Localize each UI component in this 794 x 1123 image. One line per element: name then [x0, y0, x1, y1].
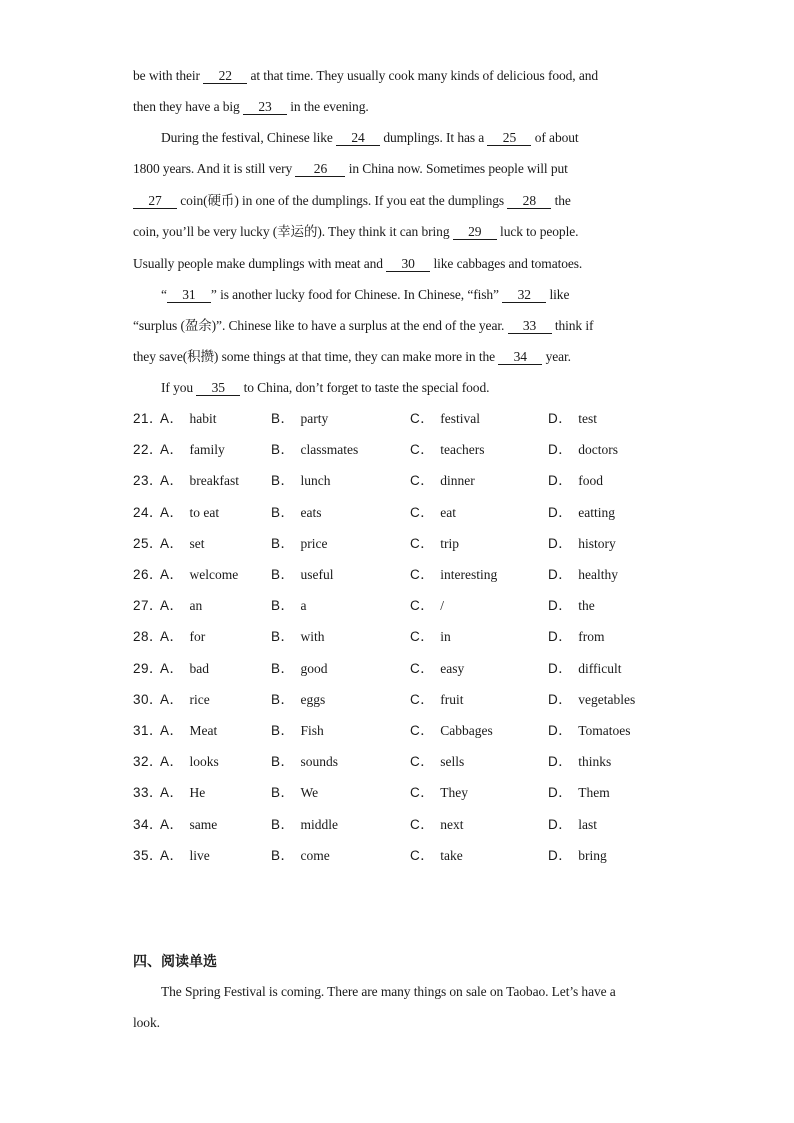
option-text: doctors — [578, 442, 618, 457]
option-a[interactable] — [160, 535, 205, 553]
option-c[interactable] — [410, 566, 497, 584]
option-text: festival — [440, 411, 480, 426]
option-text: set — [189, 536, 205, 551]
question-row — [133, 847, 653, 865]
option-letter: D． — [548, 473, 573, 488]
option-text: a — [300, 598, 307, 613]
option-b[interactable] — [271, 597, 307, 615]
option-text: classmates — [300, 442, 359, 457]
option-letter: B． — [271, 473, 295, 488]
option-text: live — [189, 848, 210, 863]
option-c[interactable] — [410, 660, 464, 678]
question-row — [133, 597, 653, 615]
option-text: from — [578, 629, 605, 644]
blank-31[interactable]: 31 — [167, 287, 211, 303]
question-number: 29． — [133, 661, 164, 676]
option-c[interactable] — [410, 628, 451, 646]
option-d[interactable] — [548, 784, 610, 802]
option-d[interactable] — [548, 722, 631, 740]
option-text: easy — [440, 661, 465, 676]
question-row — [133, 691, 653, 709]
option-text: test — [578, 411, 597, 426]
option-a[interactable] — [160, 722, 217, 740]
option-b[interactable] — [271, 753, 338, 771]
option-c[interactable] — [410, 410, 480, 428]
option-b[interactable] — [271, 504, 322, 522]
blank-24[interactable]: 24 — [336, 130, 380, 146]
option-b[interactable] — [271, 816, 338, 834]
option-letter: C． — [410, 505, 435, 520]
question-row — [133, 753, 653, 771]
question-row — [133, 660, 653, 678]
option-text: food — [578, 473, 603, 488]
option-letter: D． — [548, 411, 573, 426]
option-letter: C． — [410, 785, 435, 800]
option-letter: A． — [160, 754, 184, 769]
question-row — [133, 816, 653, 834]
option-text: fruit — [440, 692, 464, 707]
passage-line-10: they save(积攒) some things at that time, they can make more in the 34 year. — [133, 349, 571, 364]
option-letter: C． — [410, 567, 435, 582]
option-c[interactable] — [410, 691, 464, 709]
option-letter: A． — [160, 442, 184, 457]
passage-line-5: 27 coin(硬币) in one of the dumplings. If you eat the dumplings 28 the — [133, 192, 653, 210]
option-a[interactable] — [160, 472, 239, 490]
option-d[interactable] — [548, 410, 597, 428]
passage-line-9: “surplus (盈余)”. Chinese like to have a surplus at the end of the year. 33 think if — [133, 318, 594, 333]
option-c[interactable] — [410, 597, 444, 615]
blank-28[interactable]: 28 — [507, 193, 551, 209]
option-letter: C． — [410, 629, 435, 644]
option-text: lunch — [300, 473, 331, 488]
option-a[interactable] — [160, 410, 217, 428]
option-text: Fish — [300, 723, 324, 738]
option-c[interactable] — [410, 753, 464, 771]
option-text: We — [300, 785, 319, 800]
option-letter: C． — [410, 848, 435, 863]
option-a[interactable] — [160, 504, 219, 522]
option-letter: C． — [410, 536, 435, 551]
option-letter: D． — [548, 754, 573, 769]
option-letter: A． — [160, 411, 184, 426]
option-text: Cabbages — [440, 723, 493, 738]
option-a[interactable] — [160, 441, 225, 459]
option-letter: A． — [160, 536, 184, 551]
option-text: / — [440, 598, 445, 613]
option-letter: D． — [548, 785, 573, 800]
option-letter: D． — [548, 723, 573, 738]
option-b[interactable] — [271, 628, 325, 646]
question-row — [133, 504, 653, 522]
option-c[interactable] — [410, 472, 475, 490]
option-text: for — [189, 629, 206, 644]
option-letter: D． — [548, 692, 573, 707]
option-text: interesting — [440, 567, 498, 582]
option-a[interactable] — [160, 816, 217, 834]
option-text: Tomatoes — [578, 723, 631, 738]
question-number: 23． — [133, 473, 164, 488]
option-c[interactable] — [410, 784, 468, 802]
question-row — [133, 472, 653, 490]
option-letter: D． — [548, 661, 573, 676]
option-a[interactable] — [160, 784, 205, 802]
option-letter: C． — [410, 661, 435, 676]
option-d[interactable] — [548, 566, 618, 584]
question-row — [133, 722, 653, 740]
option-text: good — [300, 661, 328, 676]
passage-line-6: coin, you’ll be very lucky (幸运的). They think it can bring 29 luck to people. — [133, 224, 579, 239]
option-text: Meat — [189, 723, 218, 738]
option-letter: C． — [410, 817, 435, 832]
question-row — [133, 566, 653, 584]
option-text: eatting — [578, 505, 615, 520]
passage-line-4: 1800 years. And it is still very 26 in China now. Sometimes people will put — [133, 161, 568, 176]
option-text: family — [189, 442, 225, 457]
option-text: eats — [300, 505, 322, 520]
option-letter: B． — [271, 411, 295, 426]
option-letter: B． — [271, 723, 295, 738]
option-c[interactable] — [410, 441, 484, 459]
option-text: He — [189, 785, 206, 800]
passage-line-2: then they have a big 23 in the evening. — [133, 99, 369, 114]
option-text: looks — [189, 754, 219, 769]
option-letter: A． — [160, 567, 184, 582]
question-number: 32． — [133, 754, 164, 769]
option-a[interactable] — [160, 566, 238, 584]
option-b[interactable] — [271, 472, 331, 490]
question-number: 31． — [133, 723, 164, 738]
option-d[interactable] — [548, 597, 595, 615]
option-text: next — [440, 817, 464, 832]
blank-33[interactable]: 33 — [508, 318, 552, 334]
option-b[interactable] — [271, 535, 328, 553]
option-text: come — [300, 848, 330, 863]
blank-30[interactable]: 30 — [386, 256, 430, 272]
option-letter: C． — [410, 723, 435, 738]
option-d[interactable] — [548, 504, 615, 522]
option-text: Them — [578, 785, 610, 800]
option-letter: A． — [160, 629, 184, 644]
option-text: useful — [300, 567, 334, 582]
question-number: 21． — [133, 411, 164, 426]
option-letter: B． — [271, 817, 295, 832]
passage-line-7: Usually people make dumplings with meat and 30 like cabbages and tomatoes. — [133, 256, 583, 271]
option-text: same — [189, 817, 218, 832]
question-row — [133, 628, 653, 646]
option-text: dinner — [440, 473, 475, 488]
option-text: habit — [189, 411, 217, 426]
option-letter: B． — [271, 692, 295, 707]
option-d[interactable] — [548, 472, 603, 490]
option-letter: A． — [160, 598, 184, 613]
option-text: bring — [578, 848, 607, 863]
option-d[interactable] — [548, 628, 605, 646]
option-letter: C． — [410, 598, 435, 613]
option-letter: D． — [548, 598, 573, 613]
option-letter: D． — [548, 817, 573, 832]
option-d[interactable] — [548, 691, 635, 709]
option-text: eat — [440, 505, 456, 520]
option-b[interactable] — [271, 722, 324, 740]
question-number: 34． — [133, 817, 164, 832]
option-letter: C． — [410, 473, 435, 488]
option-letter: B． — [271, 567, 295, 582]
question-number: 24． — [133, 505, 164, 520]
option-a[interactable] — [160, 597, 202, 615]
option-letter: B． — [271, 505, 295, 520]
option-letter: B． — [271, 848, 295, 863]
option-letter: B． — [271, 661, 295, 676]
option-text: difficult — [578, 661, 622, 676]
blank-34[interactable]: 34 — [498, 349, 542, 365]
blank-35[interactable]: 35 — [196, 380, 240, 396]
question-row — [133, 535, 653, 553]
option-c[interactable] — [410, 722, 493, 740]
option-c[interactable] — [410, 504, 456, 522]
option-letter: A． — [160, 723, 184, 738]
option-text: middle — [300, 817, 339, 832]
option-b[interactable] — [271, 566, 334, 584]
option-d[interactable] — [548, 816, 597, 834]
option-text: sounds — [300, 754, 339, 769]
option-letter: B． — [271, 536, 295, 551]
blank-27[interactable]: 27 — [133, 193, 177, 209]
option-letter: B． — [271, 629, 295, 644]
option-text: healthy — [578, 567, 618, 582]
option-text: in — [440, 629, 451, 644]
option-letter: D． — [548, 505, 573, 520]
option-letter: A． — [160, 505, 184, 520]
question-number: 35． — [133, 848, 164, 863]
option-text: eggs — [300, 692, 326, 707]
option-b[interactable] — [271, 784, 318, 802]
option-text: price — [300, 536, 328, 551]
question-number: 25． — [133, 536, 164, 551]
option-letter: C． — [410, 692, 435, 707]
option-letter: D． — [548, 442, 573, 457]
option-b[interactable] — [271, 660, 328, 678]
option-b[interactable] — [271, 847, 330, 865]
option-letter: B． — [271, 785, 295, 800]
option-letter: A． — [160, 473, 184, 488]
passage-line-8: “ 31 ” is another lucky food for Chinese. In Chinese, “fish” 32 like — [161, 287, 570, 302]
option-letter: A． — [160, 785, 184, 800]
option-c[interactable] — [410, 535, 459, 553]
option-text: trip — [440, 536, 459, 551]
option-d[interactable] — [548, 441, 618, 459]
option-letter: A． — [160, 817, 184, 832]
option-text: bad — [189, 661, 210, 676]
option-d[interactable] — [548, 847, 607, 865]
option-letter: D． — [548, 629, 573, 644]
question-number: 27． — [133, 598, 164, 613]
option-letter: A． — [160, 692, 184, 707]
question-number: 26． — [133, 567, 164, 582]
option-d[interactable] — [548, 535, 616, 553]
blank-25[interactable]: 25 — [487, 130, 531, 146]
option-letter: B． — [271, 442, 295, 457]
option-text: history — [578, 536, 616, 551]
option-d[interactable] — [548, 660, 622, 678]
option-c[interactable] — [410, 816, 464, 834]
option-letter: D． — [548, 848, 573, 863]
option-text: with — [300, 629, 325, 644]
question-number: 30． — [133, 692, 164, 707]
option-letter: C． — [410, 754, 435, 769]
option-b[interactable] — [271, 410, 328, 428]
option-text: take — [440, 848, 463, 863]
section-intro-line-2: look. — [133, 1015, 160, 1030]
blank-26[interactable]: 26 — [295, 161, 345, 177]
option-letter: A． — [160, 848, 184, 863]
option-letter: C． — [410, 411, 435, 426]
option-a[interactable] — [160, 691, 210, 709]
option-c[interactable] — [410, 847, 463, 865]
option-text: the — [578, 598, 595, 613]
blank-22[interactable]: 22 — [203, 68, 247, 84]
passage-line-3: During the festival, Chinese like 24 dumplings. It has a 25 of about — [161, 130, 579, 145]
option-text: teachers — [440, 442, 485, 457]
option-a[interactable] — [160, 628, 205, 646]
option-a[interactable] — [160, 847, 210, 865]
question-row — [133, 441, 653, 459]
option-text: breakfast — [189, 473, 239, 488]
option-letter: D． — [548, 567, 573, 582]
question-row — [133, 784, 653, 802]
option-letter: B． — [271, 754, 295, 769]
passage-line-11: If you 35 to China, don’t forget to taste the special food. — [161, 380, 490, 395]
question-number: 33． — [133, 785, 164, 800]
question-number: 22． — [133, 442, 164, 457]
option-letter: A． — [160, 661, 184, 676]
option-letter: B． — [271, 598, 295, 613]
option-text: party — [300, 411, 329, 426]
option-letter: D． — [548, 536, 573, 551]
option-d[interactable] — [548, 753, 611, 771]
option-b[interactable] — [271, 691, 325, 709]
option-text: vegetables — [578, 692, 636, 707]
option-text: an — [189, 598, 203, 613]
option-text: rice — [189, 692, 210, 707]
option-letter: C． — [410, 442, 435, 457]
option-text: welcome — [189, 567, 239, 582]
question-row — [133, 410, 653, 428]
option-text: last — [578, 817, 597, 832]
option-b[interactable] — [271, 441, 358, 459]
option-text: to eat — [189, 505, 220, 520]
option-text: sells — [440, 754, 465, 769]
section-intro-line-1: The Spring Festival is coming. There are many things on sale on Taobao. Let’s have a — [161, 984, 616, 999]
option-text: They — [440, 785, 468, 800]
option-text: thinks — [578, 754, 612, 769]
blank-23[interactable]: 23 — [243, 99, 287, 115]
blank-29[interactable]: 29 — [453, 224, 497, 240]
option-a[interactable] — [160, 660, 209, 678]
section-title: 四、阅读单选 — [133, 954, 217, 970]
passage-line-1: be with their 22 at that time. They usually cook many kinds of delicious food, and — [133, 68, 599, 83]
blank-32[interactable]: 32 — [502, 287, 546, 303]
question-number: 28． — [133, 629, 164, 644]
option-a[interactable] — [160, 753, 219, 771]
